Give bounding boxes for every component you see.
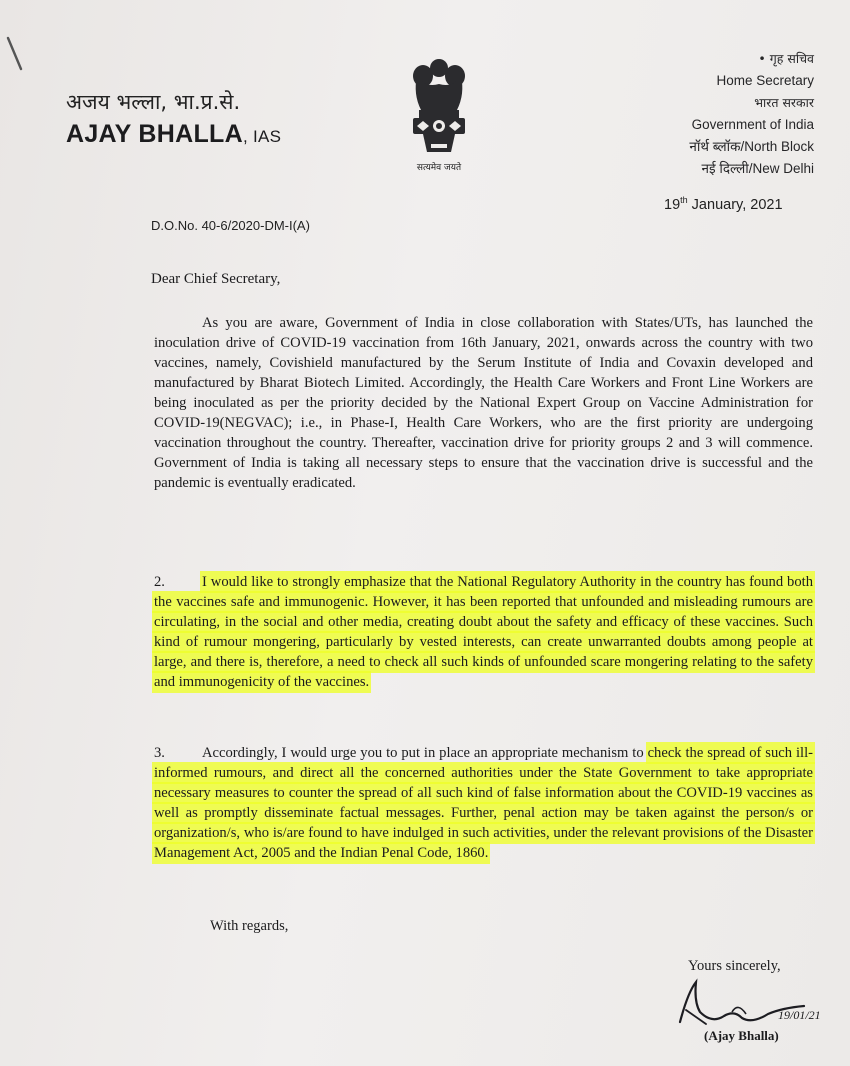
reference-number: D.O.No. 40-6/2020-DM-I(A) xyxy=(151,218,310,233)
pen-stroke-mark xyxy=(6,36,24,72)
address-line: भारत सरकार xyxy=(754,95,814,110)
address-line: Government of India xyxy=(691,117,814,132)
paragraph-number: 2. xyxy=(154,574,165,590)
letter-date xyxy=(664,195,783,213)
date-suffix: th xyxy=(680,195,688,205)
paragraph-3 xyxy=(154,743,813,863)
sender-name: AJAY BHALLA xyxy=(66,120,243,148)
date-month-year: January, 2021 xyxy=(687,196,783,213)
salutation: Dear Chief Secretary, xyxy=(151,271,281,287)
date-day: 19 xyxy=(664,196,681,213)
address-line: नई दिल्ली/New Delhi xyxy=(701,161,814,176)
emblem-motto: सत्यमेव जयते xyxy=(416,163,462,173)
signature-date: 19/01/21 xyxy=(778,1008,821,1022)
highlighted-text: I would like to strongly emphasize that the National Regulatory Authority in the country has found both the vaccines safe and immunogenic. However, it has been reported that unfounded and misleading rumours are circulating, in the social and other media, creating doubt about the safety and efficacy of these vaccines. Such kind of rumour mongering, particularly by vested interests, can create unwarranted doubts among people at large, and there is, therefore, a need to check all such kinds of unfounded scare mongering relating to the safety and immunogenicity of the vaccines. xyxy=(154,574,813,690)
sender-service: , IAS xyxy=(242,127,282,146)
sender-name-english xyxy=(66,120,281,149)
signoff: Yours sincerely, xyxy=(688,958,781,974)
address-line: Home Secretary xyxy=(716,73,814,88)
address-line: नॉर्थ ब्लॉक/North Block xyxy=(689,139,814,154)
paragraph-1: As you are aware, Government of India in close collaboration with States/UTs, has launched the inoculation drive of COVID-19 vaccination from 16th January, 2021, onwards across the country with two vaccines, namely, Covishield manufactured by the Serum Institute of India and Covaxin developed and manufactured by Bharat Biotech Limited. Accordingly, the Health Care Workers and Front Line Workers are being inoculated as per the priority decided by the National Expert Group on Vaccine Administration for COVID-19(NEGVAC); i.e., in Phase-I, Health Care Workers, who are the first priority are undergoing vaccination throughout the country. Thereafter, vaccination drive for priority groups 2 and 3 will commence. Government of India is taking all necessary steps to ensure that the vaccination drive is successful and the pandemic is eventually eradicated. xyxy=(154,315,813,491)
paragraph-2 xyxy=(154,572,813,692)
handwritten-signature xyxy=(672,972,850,1034)
highlighted-text: check the spread of such ill-informed rumours, and direct all the concerned authorities under the State Government to take appropriate necessary measures to counter the spread of all such kind of false information about the COVID-19 vaccines as well as promptly disseminate factual messages. Further, penal action may be taken against the person/s or organization/s, who is/are found to have indulged in such activities, under the relevant provisions of the Disaster Management Act, 2005 and the Indian Penal Code, 1860. xyxy=(154,745,813,861)
paragraph-text: Accordingly, I would urge you to put in place an appropriate mechanism to xyxy=(202,745,648,761)
closing-line: With regards, xyxy=(210,918,289,934)
signatory-name: (Ajay Bhalla) xyxy=(704,1028,779,1043)
office-address xyxy=(614,48,814,180)
paragraph-number: 3. xyxy=(154,745,165,761)
sender-name-hindi: अजय भल्ला, भा.प्र.से. xyxy=(66,90,241,114)
address-line: • गृह सचिव xyxy=(758,51,814,66)
